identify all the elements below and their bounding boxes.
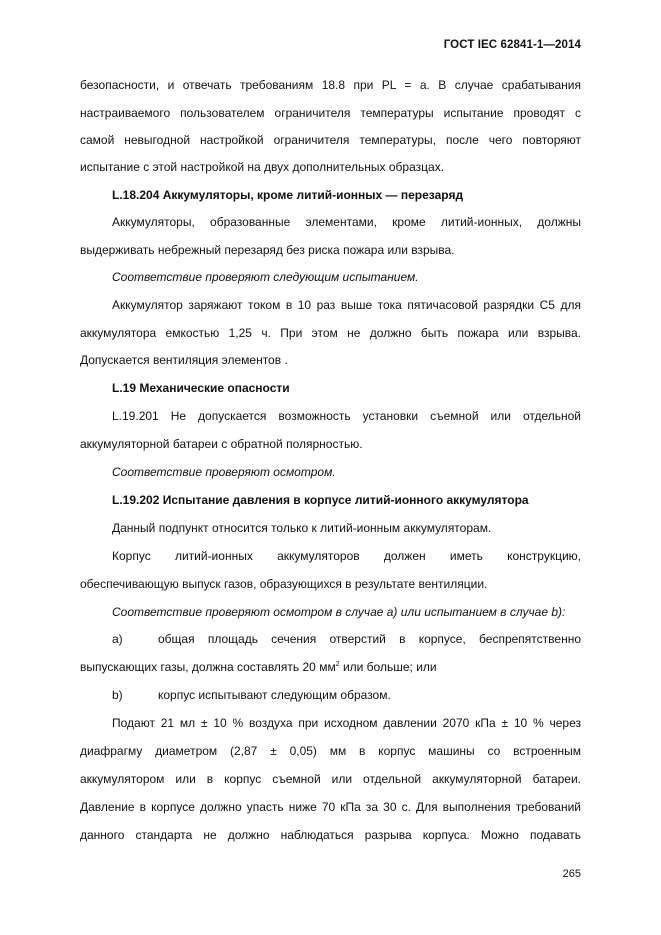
paragraph-line: Корпус литий-ионных аккумуляторов должен иметь конструкцию, — [112, 549, 581, 563]
list-item-text-part: выпускающих газы, должна составлять 20 мм — [80, 660, 336, 674]
paragraph-line: испытание с этой настройкой на двух дополнительных образцах. — [80, 160, 445, 174]
superscript: 2 — [335, 661, 340, 668]
paragraph-line: аккумулятора емкостью 1,25 ч. При этом не должно быть пожара или взрыва. — [80, 326, 581, 340]
paragraph-line: аккумуляторной батареи с обратной полярностью. — [80, 437, 363, 451]
section-heading: L.19 Механические опасности — [112, 381, 290, 395]
paragraph-line: Допускается вентиляция элементов . — [80, 353, 288, 367]
compliance-note: Соответствие проверяют осмотром. — [112, 465, 336, 479]
paragraph-line: обеспечивающую выпуск газов, образующихся в результате вентиляции. — [80, 577, 488, 591]
paragraph-line: выдерживать небрежный перезаряд без риска пожара или взрыва. — [80, 243, 455, 257]
paragraph-line: данного стандарта не должно наблюдаться разрыва корпуса. Можно подавать — [80, 828, 581, 842]
list-item-text — [80, 660, 581, 674]
paragraph-line: Аккумулятор заряжают током в 10 раз выше тока пятичасовой разрядки С5 для — [112, 298, 581, 312]
list-item-label: а) — [112, 632, 123, 646]
compliance-note: Соответствие проверяют осмотром в случае а) или испытанием в случае b): — [112, 605, 566, 619]
compliance-note: Соответствие проверяют следующим испытанием. — [112, 270, 419, 284]
paragraph-line: Подают 21 мл ± 10 % воздуха при исходном давлении 2070 кПа ± 10 % через — [112, 716, 581, 730]
paragraph-line: Давление в корпусе должно упасть ниже 70 кПа за 30 с. Для выполнения требований — [80, 800, 581, 814]
paragraph-line: Данный подпункт относится только к литий-ионным аккумуляторам. — [112, 521, 492, 535]
paragraph-line: диафрагму диаметром (2,87 ± 0,05) мм в корпус машины со встроенным — [80, 744, 581, 758]
paragraph-line: самой невыгодной настройкой ограничителя температуры, после чего повторяют — [80, 133, 581, 147]
paragraph-line: настраиваемого пользователем ограничителя температуры испытание проводят с — [80, 106, 581, 120]
list-item-label: b) — [112, 688, 123, 702]
paragraph-line: аккумулятором или в корпус съемной или отдельной аккумуляторной батареи. — [80, 772, 581, 786]
list-item-text-part: или больше; или — [339, 660, 437, 674]
paragraph-line: L.19.201 Не допускается возможность установки съемной или отдельной — [112, 409, 581, 423]
page-number: 265 — [562, 868, 581, 880]
section-heading: L.18.204 Аккумуляторы, кроме литий-ионных — перезаряд — [112, 188, 464, 202]
list-item-text: корпус испытывают следующим образом. — [158, 688, 391, 702]
document-header: ГОСТ IEC 62841-1—2014 — [443, 39, 581, 51]
list-item-text: общая площадь сечения отверстий в корпусе, беспрепятственно — [158, 632, 581, 646]
paragraph-line: Аккумуляторы, образованные элементами, кроме литий-ионных, должны — [112, 215, 581, 229]
section-heading: L.19.202 Испытание давления в корпусе литий-ионного аккумулятора — [112, 493, 529, 507]
paragraph-line: безопасности, и отвечать требованиям 18.8 при PL = a. В случае срабатывания — [80, 78, 581, 92]
